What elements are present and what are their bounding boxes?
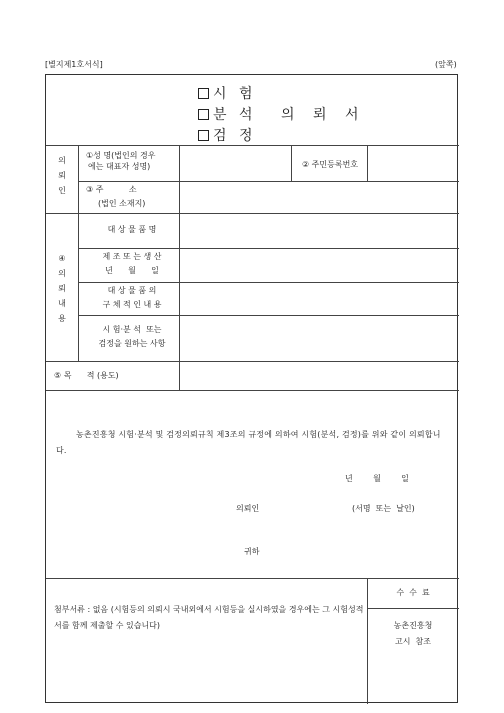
title-option-analysis[interactable]: 분 석	[198, 104, 257, 124]
resident-number-field[interactable]	[369, 147, 457, 179]
title-option-test[interactable]: 시 험	[198, 83, 257, 103]
address-label: ③ 주 소 (법인 소재지)	[86, 185, 146, 208]
product-detail-label: 대 상 물 품 의 구 체 적 인 내 용	[102, 286, 162, 309]
signer-label: 의뢰인	[236, 504, 260, 513]
product-detail-field[interactable]	[181, 284, 457, 313]
requested-items-label: 시 험·분 석 또는 검정을 원하는 사항	[98, 325, 166, 348]
checkbox-icon	[198, 130, 209, 141]
signature-hint: (서명 또는 날인)	[352, 504, 415, 513]
request-statement: 농촌진흥청 시험·분석 및 검정의뢰규칙 제3조의 규정에 의하여 시험(분석, 검정)를 위와 같이 의뢰합니다.	[56, 430, 441, 455]
title-suffix: 의 뢰 서	[281, 107, 359, 123]
purpose-field[interactable]	[181, 363, 457, 388]
manufacture-date-field[interactable]	[181, 250, 457, 280]
fee-value: 농촌진흥청 고시 참조	[393, 621, 433, 646]
request-date: 년 월 일	[345, 474, 409, 483]
recipient-label: 귀하	[244, 547, 260, 556]
request-content-section-label: ④의뢰내용	[58, 254, 66, 323]
signer-field[interactable]	[268, 499, 348, 515]
product-name-field[interactable]	[181, 215, 457, 246]
manufacture-date-label: 제 조 또 는 생 산 년 월 일	[102, 252, 162, 275]
applicant-section-label: 의뢰인	[58, 156, 66, 195]
requested-items-field[interactable]	[181, 317, 457, 359]
name-label: ①성 명(법인의 경우 에는 대표자 성명)	[86, 151, 156, 171]
resident-number-label: ② 주민등록번호	[301, 160, 359, 169]
form-number: [별지제1호서식]	[45, 60, 103, 69]
purpose-label: ⑤ 목 적 (용도)	[54, 371, 119, 380]
fee-label: 수 수 료	[396, 588, 430, 597]
checkbox-icon	[198, 109, 209, 120]
address-field[interactable]	[181, 183, 457, 211]
page-side-label: (앞쪽)	[435, 60, 457, 69]
title-option-inspection[interactable]: 검 정	[198, 125, 257, 145]
attachments-note: 첨부서류 : 없음 (시험등의 의뢰시 국내외에서 시험등을 실시하였을 경우에는 그 시험성적서를 함께 제출할 수 있습니다)	[54, 605, 364, 630]
name-field[interactable]	[181, 147, 289, 179]
checkbox-icon	[198, 88, 209, 99]
product-name-label: 대 상 물 품 명	[107, 225, 157, 234]
request-form	[45, 74, 458, 703]
